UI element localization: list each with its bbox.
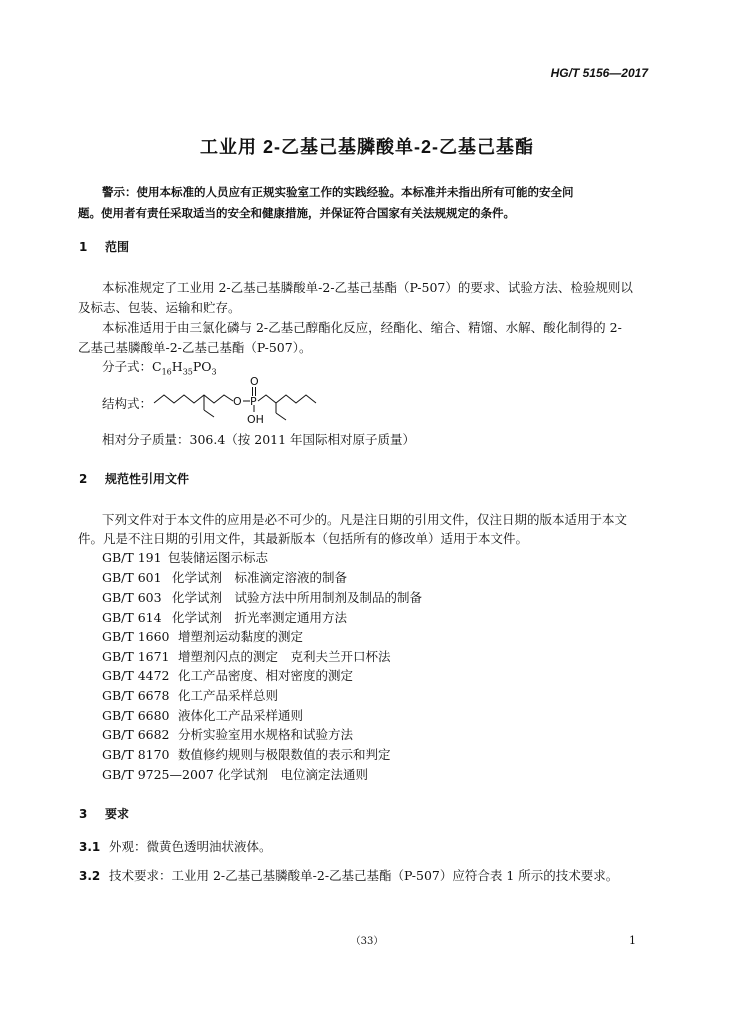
volume-page-number: （33） [350, 936, 384, 947]
reference-item [102, 706, 303, 724]
right-ethyl-bond-2 [276, 413, 286, 420]
reference-title: 增塑剂运动黏度的测定 [178, 629, 304, 644]
formula-c: C [152, 359, 162, 374]
reference-item [102, 647, 391, 665]
section-3-heading [79, 805, 129, 822]
section-number: 3 [79, 807, 88, 821]
reference-code: GB/T 1660 [102, 629, 170, 644]
atom-o-top: O [250, 375, 259, 388]
reference-code: GB/T 6680 [102, 708, 170, 723]
formula-po: PO [192, 359, 212, 374]
reference-code: GB/T 9725—2007 [102, 767, 214, 782]
scope-p2-line-2: 乙基己基膦酸单-2-乙基己基酯（P-507）。 [78, 340, 312, 355]
molecular-mass: 相对分子质量：306.4（按 2011 年国际相对原子质量） [102, 432, 416, 447]
reference-item [102, 588, 422, 606]
structural-formula [150, 367, 325, 430]
structure-label: 结构式： [102, 396, 153, 411]
reference-code: GB/T 8170 [102, 747, 170, 762]
reference-item [102, 765, 368, 783]
requirement-3-2 [79, 866, 618, 884]
reference-item [102, 666, 353, 684]
requirement-3-1 [79, 837, 272, 855]
reference-code: GB/T 191 [102, 550, 162, 565]
reference-item [102, 548, 268, 566]
right-chain-bonds [258, 395, 316, 403]
scope-p1-line-2: 及标志、包装、运输和贮存。 [78, 300, 241, 315]
reference-title: 分析实验室用水规格和试验方法 [178, 727, 354, 742]
clause-number: 3.1 [79, 840, 101, 854]
section-number: 1 [79, 240, 88, 254]
references-intro-line-1: 下列文件对于本文件的应用是必不可少的。凡是注日期的引用文件，仅注日期的版本适用于本文 [102, 512, 628, 527]
scope-p1-line-1: 本标准规定了工业用 2-乙基己基膦酸单-2-乙基己基酯（P-507）的要求、试验方法、检验规则以 [102, 280, 633, 295]
section-1-heading [79, 238, 129, 255]
reference-item [102, 745, 391, 763]
reference-title: 包装储运图示标志 [168, 550, 269, 565]
reference-code: GB/T 601 [102, 570, 162, 585]
left-ethyl-bond-2 [204, 410, 214, 417]
formula-h-count: 35 [182, 367, 193, 377]
warning-line-1: 警示：使用本标准的人员应有正规实验室工作的实践经验。本标准并未指出所有可能的安全问 [102, 185, 574, 199]
reference-code: GB/T 6682 [102, 727, 170, 742]
reference-title: 化学试剂 折光率测定通用方法 [172, 610, 348, 625]
formula-o-count: 3 [211, 367, 217, 377]
formula-label: 分子式： [102, 359, 153, 374]
reference-item [102, 568, 347, 586]
reference-title: 数值修约规则与极限数值的表示和判定 [178, 747, 391, 762]
formula-h: H [171, 359, 183, 374]
reference-code: GB/T 1671 [102, 649, 170, 664]
reference-title: 化学试剂 电位滴定法通则 [218, 767, 369, 782]
clause-number: 3.2 [79, 869, 101, 883]
atom-oh: OH [247, 413, 264, 426]
reference-code: GB/T 603 [102, 590, 162, 605]
clause-text: 技术要求：工业用 2-乙基己基膦酸单-2-乙基己基酯（P-507）应符合表 1 所示的技术要求。 [109, 868, 619, 883]
references-intro-line-2: 件。凡是不注日期的引用文件，其最新版本（包括所有的修改单）适用于本文件。 [78, 531, 529, 546]
reference-title: 化工产品密度、相对密度的测定 [178, 668, 354, 683]
reference-code: GB/T 6678 [102, 688, 170, 703]
atom-p: P [250, 395, 257, 408]
reference-item [102, 725, 353, 743]
reference-title: 化学试剂 标准滴定溶液的制备 [172, 570, 348, 585]
warning-line-2: 题。使用者有责任采取适当的安全和健康措施，并保证符合国家有关法规规定的条件。 [78, 206, 515, 220]
reference-title: 化工产品采样总则 [178, 688, 279, 703]
scope-p2-line-1: 本标准适用于由三氯化磷与 2-乙基己醇酯化反应，经酯化、缩合、精馏、水解、酸化制得的 2- [102, 320, 622, 335]
atom-o-left: O [233, 395, 242, 408]
reference-title: 化学试剂 试验方法中所用制剂及制品的制备 [172, 590, 423, 605]
section-2-heading [79, 470, 189, 487]
reference-title: 增塑剂闪点的测定 克利夫兰开口杯法 [178, 649, 391, 664]
section-title: 范围 [105, 240, 130, 254]
reference-code: GB/T 614 [102, 610, 162, 625]
section-title: 要求 [105, 807, 130, 821]
formula-c-count: 16 [161, 367, 172, 377]
clause-text: 外观：微黄色透明油状液体。 [109, 839, 272, 854]
section-number: 2 [79, 472, 88, 486]
reference-code: GB/T 4472 [102, 668, 170, 683]
page-title: 工业用 2-乙基己基膦酸单-2-乙基己基酯 [199, 137, 534, 157]
section-title: 规范性引用文件 [105, 472, 190, 486]
reference-item [102, 686, 278, 704]
reference-item [102, 627, 303, 645]
left-chain-bonds [154, 395, 233, 403]
reference-item [102, 608, 347, 626]
reference-title: 液体化工产品采样通则 [178, 708, 304, 723]
page-number: 1 [629, 934, 636, 947]
standard-code: HG/T 5156—2017 [550, 66, 648, 80]
